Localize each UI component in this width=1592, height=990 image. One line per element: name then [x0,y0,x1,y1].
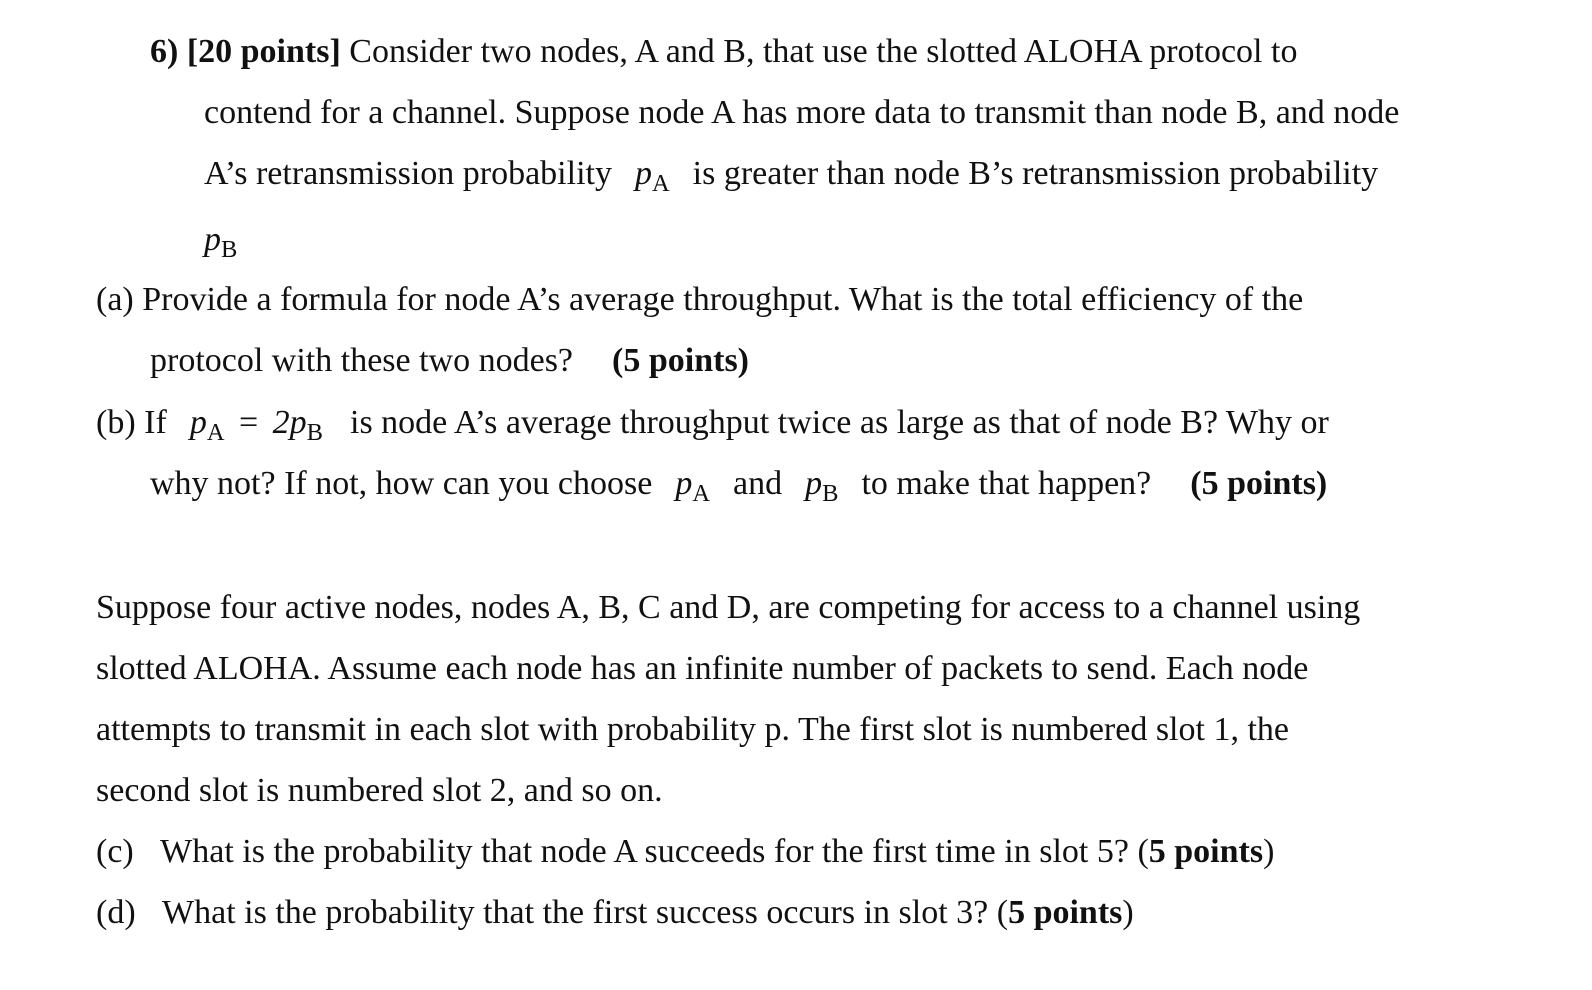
part-b-text-1: is node A’s average throughput twice as large as that of node B? Why or [350,404,1329,441]
part-c-text: What is the probability that node A succeeds for the first time in slot 5? [160,833,1129,870]
part-b-text-2a: why not? If not, how can you choose [150,465,653,502]
question-number: 6) [150,33,179,70]
scenario-line-4: second slot is numbered slot 2, and so on. [96,772,663,809]
math-p-a: $p_A$ [675,465,711,507]
part-d-text: What is the probability that the first success occurs in slot 3? [162,894,989,931]
question-intro-2: contend for a channel. Suppose node A has more data to transmit than node B, and node [204,94,1400,131]
part-a-label: (a) [96,281,134,318]
math-p-a: $p_A$ [189,404,225,446]
question-6-line-4 [204,220,237,263]
part-a-points: (5 points) [612,342,749,379]
part-d-label: (d) [96,894,136,931]
part-d-points: (5 points) [996,894,1134,931]
part-c-label: (c) [96,833,134,870]
scenario-line-2: slotted ALOHA. Assume each node has an infinite number of packets to send. Each node [96,650,1309,687]
question-6-line-2 [204,93,1399,133]
question-6-line-1 [150,32,1297,72]
part-b-line-1 [96,403,1329,446]
part-b-and: and [733,465,783,502]
question-intro-3b: is greater than node B’s retransmission probability [692,155,1379,192]
scenario-line-1: Suppose four active nodes, nodes A, B, C and D, are competing for access to a channel using [96,589,1361,626]
part-a-text-1: Provide a formula for node A’s average throughput. What is the total efficiency of the [142,281,1304,318]
math-p-b: $p_B$ [204,221,238,263]
question-intro-1: Consider two nodes, A and B, that use the slotted ALOHA protocol to [340,33,1298,70]
part-b-line-2 [150,464,1327,507]
part-c-points: (5 points) [1137,833,1275,870]
part-d-line [96,893,1134,933]
part-b-text-2b: to make that happen? [861,465,1152,502]
part-b-points: (5 points) [1190,465,1328,502]
part-a-line-1 [96,280,1303,320]
question-intro-3a: A’s retransmission probability [204,155,612,192]
part-b-if: If [144,404,167,441]
question-points: [20 points] [186,33,341,70]
math-p-a: $p_A$ [634,155,670,197]
part-a-text-2: protocol with these two nodes? [150,342,574,379]
part-c-line [96,832,1274,872]
math-p-b: $p_B$ [805,465,839,507]
part-b-label: (b) [96,404,136,441]
scenario-line-3: attempts to transmit in each slot with probability p. The first slot is numbered slot 1, the [96,711,1289,748]
math-equals: = [238,404,259,441]
part-a-line-2 [150,341,749,381]
math-2p-b: $2p_B$ [272,404,323,446]
question-6-line-3 [204,154,1378,197]
